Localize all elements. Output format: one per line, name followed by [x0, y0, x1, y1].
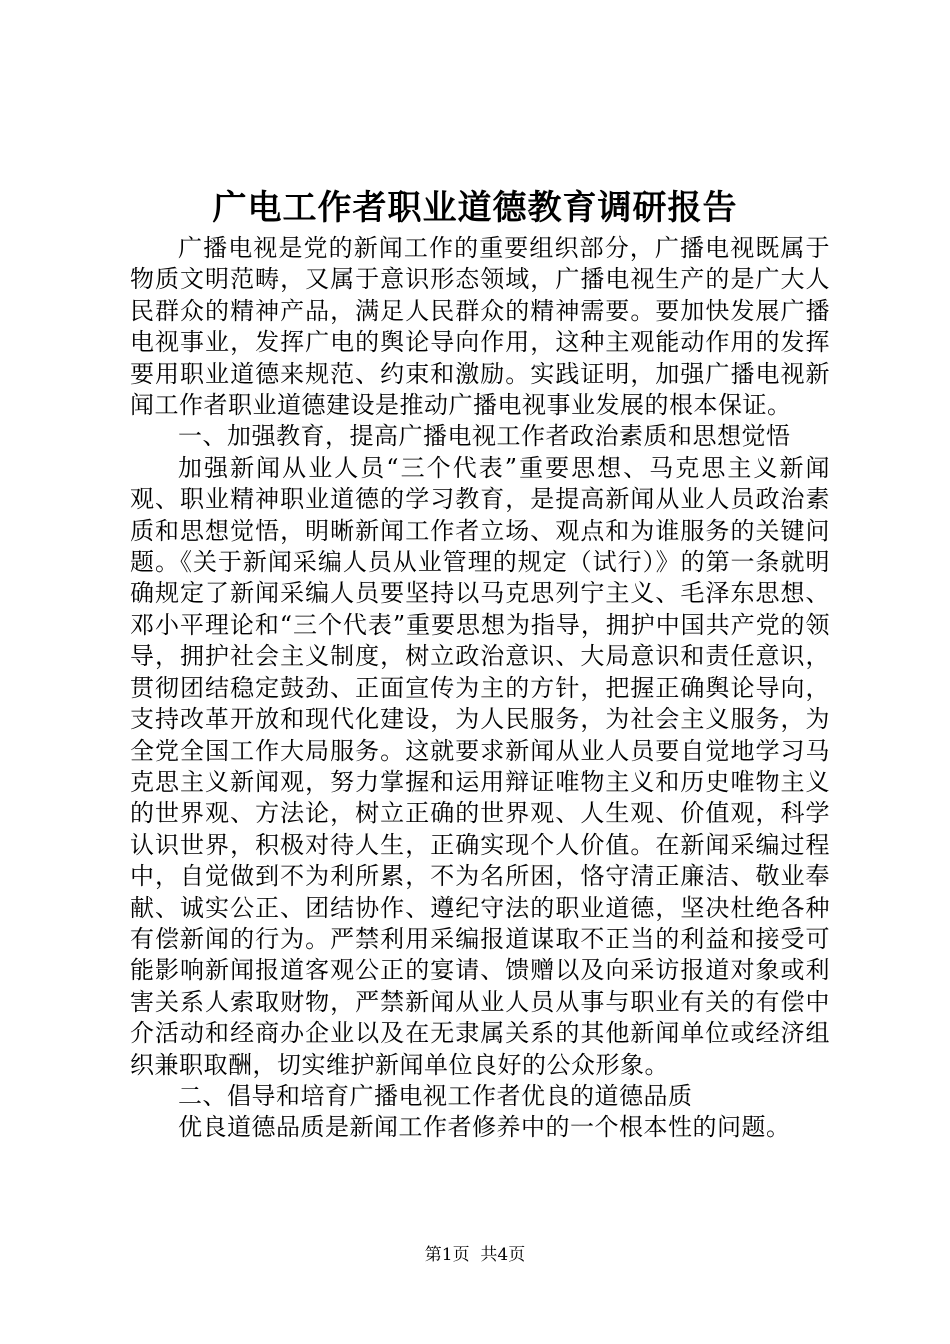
- section-heading-1: 一、加强教育，提高广播电视工作者政治素质和思想觉悟: [178, 422, 791, 451]
- section-1-paragraph: 加强新闻从业人员“三个代表”重要思想、马克思主义新闻观、职业精神职业道德的学习教育，是提高新闻从业人员政治素质和思想觉悟，明晰新闻工作者立场、观点和为谁服务的关键问题。《关于新闻采编人员从业管理的规定（试行）》的第一条就明确规定了新闻采编人员要坚持以马克思列宁主义、毛泽东思想、邓小平理论和“三个代表”重要思想为指导，拥护中国共产党的领导，拥护社会主义制度，树立政治意识、大局意识和责任意识，贯彻团结稳定鼓劲、正面宣传为主的方针，把握正确舆论导向，支持改革开放和现代化建设，为人民服务，为社会主义服务，为全党全国工作大局服务。这就要求新闻从业人员要自觉地学习马克思主义新闻观，努力掌握和运用辩证唯物主义和历史唯物主义的世界观、方法论，树立正确的世界观、人生观、价值观，科学认识世界，积极对待人生，正确实现个人价值。在新闻采编过程中，自觉做到不为利所累，不为名所困，恪守清正廉洁、敬业奉献、诚实公正、团结协作、遵纪守法的职业道德，坚决杜绝各种有偿新闻的行为。严禁利用采编报道谋取不正当的利益和接受可能影响新闻报道客观公正的宴请、馈赠以及向采访报道对象或利害关系人索取财物，严禁新闻从业人员从事与职业有关的有偿中介活动和经商办企业以及在无隶属关系的其他新闻单位或经济组织兼职取酬，切实维护新闻单位良好的公众形象。: [130, 453, 830, 1079]
- document-body: [130, 233, 830, 1144]
- page-number: 第1页: [424, 1245, 470, 1265]
- intro-paragraph: 广播电视是党的新闻工作的重要组织部分，广播电视既属于物质文明范畴，又属于意识形态领域，广播电视生产的是广大人民群众的精神产品，满足人民群众的精神需要。要加快发展广播电视事业，发挥广电的舆论导向作用，这种主观能动作用的发挥要用职业道德来规范、约束和激励。实践证明，加强广播电视新闻工作者职业道德建设是推动广播电视事业发展的根本保证。: [130, 234, 830, 420]
- section-2-paragraph: 优良道德品质是新闻工作者修养中的一个根本性的问题。: [178, 1113, 791, 1142]
- section-heading-2: 二、倡导和培育广播电视工作者优良的道德品质: [178, 1081, 693, 1110]
- page-total: 共4页: [480, 1245, 526, 1265]
- page-footer: [0, 1244, 950, 1266]
- document-title: 广电工作者职业道德教育调研报告: [212, 188, 738, 228]
